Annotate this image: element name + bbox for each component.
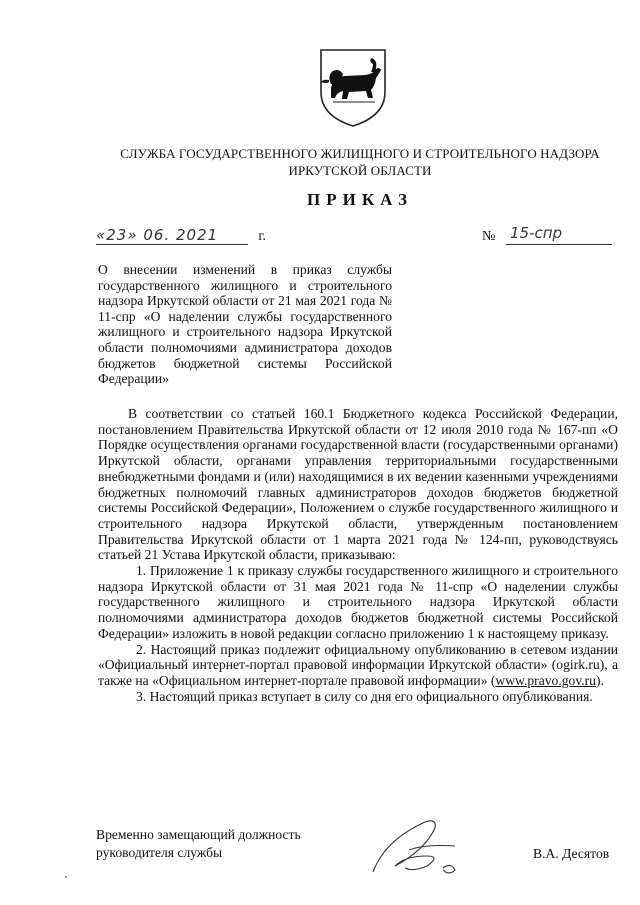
handwritten-number: 15-спр xyxy=(510,224,563,242)
date-underline xyxy=(96,244,248,245)
number-underline xyxy=(506,244,612,245)
handwritten-signature xyxy=(365,810,475,885)
org-line-1: СЛУЖБА ГОСУДАРСТВЕННОГО ЖИЛИЩНОГО И СТРОИТЕЛЬНОГО НАДЗОРА xyxy=(120,146,600,161)
document-number xyxy=(482,224,612,250)
item-1: 1. Приложение 1 к приказу службы государственного жилищного и строительного надзора Иркутской области от 31 мая 2021 года № 11-спр «О наделении службы государственного жилищного и строительного надзора Иркутской области полномочиями администратора доходов бюджетов бюджетной системы Российской Федерации» изложить в новой редакции согласно приложению 1 к настоящему приказу. xyxy=(98,563,618,641)
signatory-position xyxy=(96,826,301,862)
handwritten-date: «23» 06. 2021 xyxy=(96,226,219,244)
position-line-1: Временно замещающий должность xyxy=(96,827,301,842)
order-subject: О внесении изменений в приказ службы государственного жилищного и строительного надзора Иркутской области от 21 мая 2021 года № 11-спр «О наделении службы государственного жилищного и строительного надзора Иркутской области полномочиями администратора доходов бюджетов бюджетной системы Российской Федерации» xyxy=(98,262,392,387)
order-body xyxy=(98,406,618,704)
item-3: 3. Настоящий приказ вступает в силу со дня его официального опубликования. xyxy=(136,688,593,704)
position-line-2: руководителя службы xyxy=(96,845,223,860)
item-2-text: 2. Настоящий приказ подлежит официальному опубликованию в сетевом издании «Официальный интернет-портал правовой информации Иркутской области» (ogirk.ru), а также на «Официальном интернет-портале правовой информации» ( xyxy=(98,641,618,688)
number-sign: № xyxy=(482,229,496,244)
preamble-paragraph: В соответствии со статьей 160.1 Бюджетного кодекса Российской Федерации, постановлением Правительства Иркутской области от 12 июля 2010 года № 167-пп «О Порядке осуществления органами государственной власти (государственными органами) Иркутской области, органами управления территориальными государственными внебюджетными фондами и (или) находящимися в их ведении казенными учреждениями бюджетных полномочий главных администраторов доходов бюджетов бюджетной системы Российской Федерации», Положением о службе государственного жилищного и строительного надзора Иркутской области, утвержденным постановлением Правительства Иркутской области от 1 марта 2021 года № 124-пп, руководствуясь статьей 21 Устава Иркутской области, приказываю: xyxy=(98,406,618,563)
item-2 xyxy=(98,642,618,689)
signatory-name: В.А. Десятов xyxy=(533,846,610,861)
date-suffix: г. xyxy=(258,229,266,244)
document-title: ПРИКАЗ xyxy=(307,190,413,209)
document-date xyxy=(96,228,266,250)
scan-speck xyxy=(65,876,67,878)
pravo-link[interactable]: www.pravo.gov.ru xyxy=(495,672,596,688)
organization-name xyxy=(80,145,640,179)
org-line-2: ИРКУТСКОЙ ОБЛАСТИ xyxy=(288,163,432,178)
item-2-end: ). xyxy=(595,672,604,688)
coat-of-arms-icon xyxy=(313,46,393,128)
